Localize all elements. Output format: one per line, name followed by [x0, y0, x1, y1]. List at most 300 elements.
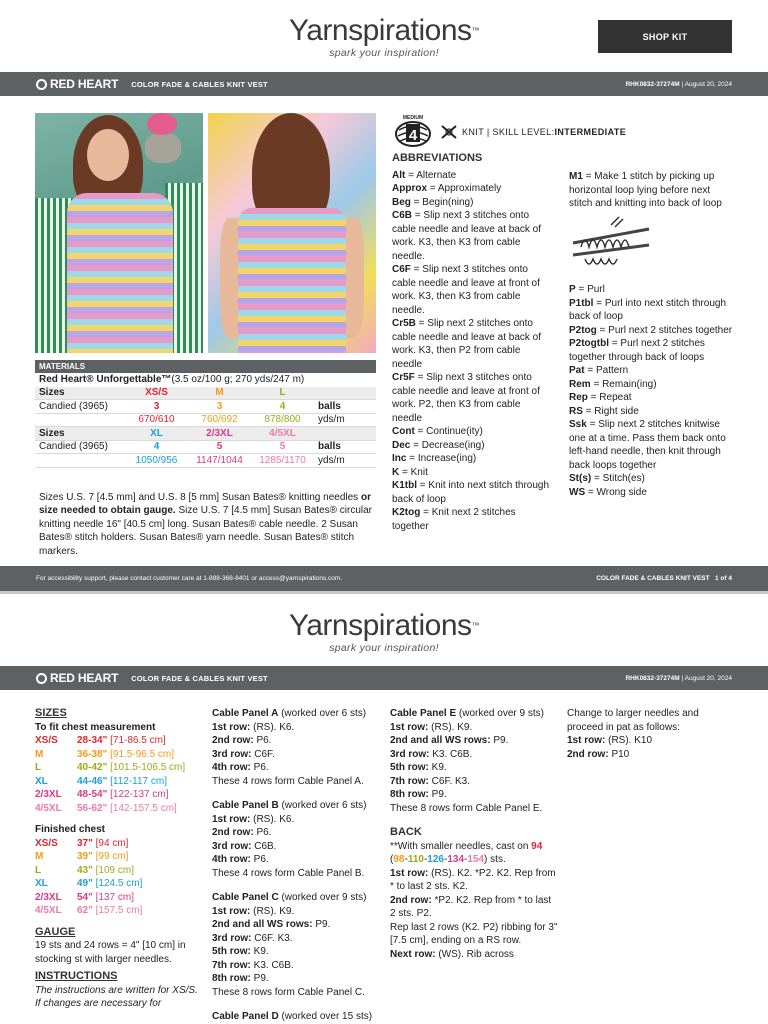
- abbr-item: [569, 297, 735, 324]
- panel-sub: (worked over 15 sts): [278, 1011, 373, 1022]
- red-heart-logo: [36, 671, 118, 685]
- yarn-balls: [147, 113, 177, 135]
- back-view-photo: [208, 113, 376, 353]
- panel-row: [212, 826, 382, 840]
- abbr-key: K: [392, 466, 400, 478]
- next-row: [390, 948, 558, 962]
- st-count: 126: [427, 854, 444, 865]
- abbr-key: Approx: [392, 183, 427, 194]
- skill-level: [440, 124, 626, 140]
- row-text: K9.: [428, 762, 447, 773]
- front-view-photo: [35, 113, 203, 353]
- size-cm: [109 cm]: [95, 864, 135, 876]
- row-label: 1st row:: [390, 867, 429, 879]
- cable-panel-b: [212, 799, 382, 880]
- model-face: [87, 129, 129, 181]
- panel-end: These 8 rows form Cable Panel E.: [390, 802, 543, 814]
- size-label: 4/5XL: [35, 802, 62, 814]
- footer-title: COLOR FADE & CABLES KNIT VEST: [596, 575, 710, 582]
- sizes-label: Sizes: [39, 427, 65, 439]
- row-text: (RS). K10: [605, 735, 653, 746]
- size-row: [35, 748, 205, 762]
- panel-row: [212, 734, 382, 748]
- abbr-value: = Knit into next stitch through back of loop: [392, 480, 550, 505]
- panel-sub: (worked over 9 sts): [278, 892, 367, 903]
- panel-heading-row: [390, 707, 558, 721]
- materials-table: [35, 360, 376, 468]
- size-row: [35, 761, 205, 775]
- logo-text: Yarnspirations: [288, 14, 472, 47]
- abbr-key: Alt: [392, 169, 406, 181]
- size-row: [35, 904, 205, 918]
- cable-e-back-column: [390, 707, 558, 961]
- sizes-heading: SIZES: [35, 707, 67, 719]
- panel-row: [390, 775, 558, 789]
- row-text: P9.: [312, 919, 331, 930]
- notes-text: Sizes U.S. 7 [4.5 mm] and U.S. 8 [5 mm] Susan Bates® knitting needles: [39, 492, 361, 503]
- row-label: 2nd row:: [390, 894, 432, 906]
- size-row: [35, 837, 205, 851]
- abbr-key: Pat: [569, 365, 585, 376]
- abbr-value: = Purl next 2 stitches together: [596, 324, 733, 336]
- yards-row-1: [35, 414, 376, 428]
- row-label: 3rd row:: [390, 748, 430, 760]
- size-value: 43": [77, 864, 93, 876]
- row-text: (WS). Rib across: [435, 948, 514, 960]
- abbreviations-heading: ABBREVIATIONS: [392, 152, 483, 164]
- balls-row-1: [35, 400, 376, 414]
- size-cm: [71-86.5 cm]: [110, 735, 166, 746]
- abbr-item: [392, 439, 552, 453]
- yarn-name: Red Heart® Unforgettable™: [39, 374, 172, 386]
- size-cm: [101.5-106.5 cm]: [110, 762, 186, 773]
- row-label: 2nd and all WS rows:: [212, 919, 313, 930]
- page-number: 1 of 4: [715, 575, 732, 582]
- panel-sub: (worked over 6 sts): [278, 708, 367, 719]
- abbr-value: = Slip next 3 stitches onto cable needle and leave at back of work. K3, then K3 from cable needle.: [392, 210, 541, 262]
- panel-row: [212, 905, 382, 919]
- row-text: P9.: [428, 789, 447, 800]
- logo-tagline: spark your inspiration!: [329, 47, 439, 59]
- row-text: C6B.: [251, 840, 277, 852]
- ball-count: 4: [153, 441, 160, 453]
- gauge-text: 19 sts and 24 rows = 4" [10 cm] in stocking st with larger needles.: [35, 940, 186, 965]
- size-label: 4/5XL: [35, 905, 62, 916]
- yardage: 1285/1170: [259, 454, 306, 466]
- size-cm: [142-157.5 cm]: [110, 802, 177, 814]
- size-label: M: [35, 851, 44, 862]
- panel-row: [212, 932, 382, 946]
- abbr-item: [392, 452, 552, 466]
- row-label: 1st row:: [567, 735, 606, 746]
- st-count: 154: [467, 854, 485, 865]
- size: XL: [150, 427, 163, 439]
- ball-count: 4: [279, 400, 286, 412]
- size-value: 37": [77, 837, 93, 849]
- logo-tm: ™: [471, 621, 480, 630]
- row-text: P6.: [250, 762, 269, 773]
- row-label: 1st row:: [212, 905, 251, 917]
- abbr-value: = Make 1 stitch by picking up horizontal loop lying before next stitch and knitting into back of loop: [569, 171, 722, 209]
- fit-heading: To fit chest measurement: [35, 721, 156, 733]
- col3-row-1: [567, 734, 735, 748]
- panel-sub: (worked over 9 sts): [456, 708, 544, 719]
- size-label: XS/S: [35, 735, 58, 746]
- abbr-key: P2tog: [569, 324, 597, 336]
- sizes-row-2: [35, 427, 376, 441]
- abbr-value: = Purl next 2 stitches together through back of loops: [569, 338, 705, 363]
- finished-heading: Finished chest: [35, 824, 106, 835]
- abbr-item: [569, 283, 735, 297]
- rep-text: Rep last 2 rows (K2. P2) ribbing for 3" [7.5 cm], ending on a RS row.: [390, 921, 558, 946]
- notes-text: Size U.S. 7 [4.5 mm] Susan Bates® circular knitting needle 16" [40.5 cm] long. Susan Bates® cable needle. 2 Susan Bates® stitch holders. Susan Bates® yarn needle. Susan Bates® stitch markers.: [39, 505, 373, 557]
- cable-panels-ab: [212, 707, 382, 1024]
- panel-end: These 4 rows form Cable Panel A.: [212, 775, 364, 787]
- knit-needles-icon: [440, 124, 458, 140]
- instructions-text: The instructions are written for XS/S. If changes are necessary for: [35, 984, 198, 1009]
- abbr-value: = Increase(ing): [406, 453, 477, 464]
- cable-panel-e: [390, 707, 558, 815]
- panel-row: [212, 813, 382, 827]
- code-text: RHK0832-37274M: [625, 80, 680, 88]
- abbr-value: = Repeat: [587, 392, 632, 403]
- size: L: [279, 387, 286, 399]
- row-text: K3. C6B.: [429, 748, 473, 760]
- cable-panel-d: [212, 1010, 382, 1024]
- abbr-value: = Slip next 2 stitches knitwise one at a time. Pass them back onto left-hand needle, then knit through back loops together: [569, 419, 726, 471]
- m1-diagram-icon: [571, 215, 651, 275]
- size-row: [35, 891, 205, 905]
- color-name: Candied (3965): [39, 400, 108, 412]
- ball-count: 3: [153, 400, 160, 412]
- row-text: (RS). K6.: [250, 721, 295, 733]
- row-text: P9.: [250, 973, 269, 984]
- row-text: (RS). K6.: [250, 813, 295, 825]
- yardage: 1050/956: [135, 454, 178, 466]
- code-text: RHK0832-37274M: [625, 674, 680, 682]
- row-label: 2nd row:: [567, 748, 609, 760]
- size-cm: [124.5 cm]: [95, 878, 143, 889]
- abbr-item: [392, 371, 552, 425]
- notes-bold: or size needed to obtain gauge.: [39, 492, 371, 517]
- size-label: XS/S: [35, 837, 58, 849]
- size-label: M: [35, 748, 44, 760]
- row-text: (RS). K2. *P2. K2. Rep from * to last 2 sts. K2.: [390, 867, 556, 892]
- row-label: 4th row:: [212, 854, 251, 865]
- abbr-key: St(s): [569, 473, 592, 484]
- yarnspirations-logo[interactable]: [0, 611, 768, 654]
- larger-needles-column: [567, 707, 735, 761]
- pattern-date: August 20, 2024: [684, 674, 732, 682]
- abbr-item: [392, 466, 552, 480]
- shop-kit-button[interactable]: SHOP KIT: [598, 20, 732, 53]
- abbr-value: = Purl into next stitch through back of loop: [569, 297, 727, 322]
- row-label: 7th row:: [390, 775, 429, 787]
- panel-heading: Cable Panel D: [212, 1011, 279, 1022]
- abbr-item: [392, 425, 552, 439]
- abbr-item: [569, 486, 735, 500]
- panel-row: [390, 788, 558, 802]
- logo-text: Yarnspirations: [288, 609, 472, 642]
- panel-end: These 4 rows form Cable Panel B.: [212, 867, 365, 879]
- weight-label: MEDIUM: [402, 115, 424, 121]
- abbr-item: [392, 169, 552, 183]
- unit: balls: [318, 441, 341, 453]
- abbr-key: C6F: [392, 264, 411, 275]
- abbr-key: Inc: [392, 453, 407, 464]
- panel-row: [212, 721, 382, 735]
- sizes-column: [35, 707, 205, 1011]
- abbr-value: = Right side: [582, 405, 639, 417]
- pattern-code: RHK0832-37274M | August 20, 2024: [625, 80, 732, 88]
- size-label: XL: [35, 775, 48, 787]
- logo-tm: ™: [471, 26, 480, 35]
- abbr-value: = Decrease(ing): [410, 439, 485, 451]
- abbr-value: = Alternate: [405, 169, 457, 181]
- pattern-date: August 20, 2024: [684, 80, 732, 88]
- abbr-value: = Continue(ity): [414, 426, 483, 437]
- abbr-value: = Approximately: [427, 183, 502, 194]
- unit: balls: [318, 400, 341, 412]
- balls-row-2: [35, 441, 376, 455]
- abbreviations-left: [392, 152, 552, 533]
- row-text: C6F.: [251, 748, 275, 760]
- size-cm: [112-117 cm]: [110, 775, 167, 787]
- size-row: [35, 864, 205, 878]
- pattern-title: COLOR FADE & CABLES KNIT VEST: [131, 79, 268, 89]
- color-name: Candied (3965): [39, 441, 108, 453]
- abbr-value: = Wrong side: [585, 486, 647, 498]
- sizes-label: Sizes: [39, 387, 65, 399]
- accessibility-note[interactable]: For accessibility support, please contact customer care at 1-888-368-8401 or access@yarnspirations.com.: [36, 575, 343, 582]
- row-label: 5th row:: [390, 762, 429, 773]
- abbr-item: [392, 506, 552, 533]
- abbr-item: [569, 418, 735, 472]
- sizes-row-1: [35, 387, 376, 401]
- size-value: 49": [77, 878, 93, 889]
- row-text: P6.: [253, 827, 272, 838]
- abbr-key: P1tbl: [569, 297, 594, 309]
- panel-row: [390, 761, 558, 775]
- size-cm: [122-137 cm]: [110, 789, 169, 800]
- panel-heading-row: [212, 891, 382, 905]
- row-label: 1st row:: [212, 721, 251, 733]
- size-value: 54": [77, 891, 93, 903]
- st-count: 134: [447, 854, 465, 865]
- panel-row: [212, 761, 382, 775]
- panel-row: [390, 721, 558, 735]
- panel-row: [212, 959, 382, 973]
- abbr-key: Cont: [392, 426, 415, 437]
- abbr-value: = Knit next 2 stitches together: [392, 507, 516, 532]
- panel-row: [212, 918, 382, 932]
- row-text: (RS). K9.: [428, 721, 473, 733]
- footer-bar: [0, 566, 768, 591]
- yarn-spec: (3.5 oz/100 g; 270 yds/247 m): [171, 374, 305, 386]
- yardage: 878/800: [264, 414, 301, 426]
- heart-ring-icon: [36, 79, 47, 90]
- statue-head: [145, 133, 181, 163]
- panel-heading: Cable Panel C: [212, 892, 279, 903]
- abbr-value: = Slip next 3 stitches onto cable needle and leave at front of work. P2, then K3 from cable needle: [392, 372, 540, 424]
- panel-row: [212, 748, 382, 762]
- yarn-weight-icon: [394, 112, 432, 148]
- abbr-item: [392, 317, 552, 371]
- abbr-key: Rem: [569, 378, 591, 390]
- abbr-item: [569, 364, 735, 378]
- row-text: C6F. K3.: [251, 932, 293, 944]
- size-label: 2/3XL: [35, 789, 62, 800]
- ball-count: 3: [216, 400, 223, 412]
- abbr-key: Dec: [392, 439, 411, 451]
- cable-panel-a: [212, 707, 382, 788]
- logo-tagline: spark your inspiration!: [329, 642, 439, 654]
- abbr-item: [569, 472, 735, 486]
- materials-notes: [39, 491, 375, 558]
- abbr-item: [569, 391, 735, 405]
- col3-row-2: [567, 748, 735, 762]
- size-row: [35, 734, 205, 748]
- back-row-2: [390, 894, 558, 921]
- back-heading: BACK: [390, 826, 422, 838]
- row-text: P9.: [490, 735, 509, 746]
- row-label: Next row:: [390, 948, 436, 960]
- abbr-value: = Remain(ing): [590, 378, 657, 390]
- abbr-key: K1tbl: [392, 480, 417, 491]
- row-text: P6.: [250, 854, 269, 865]
- abbr-value: = Knit: [399, 466, 428, 478]
- abbr-value: = Pattern: [584, 365, 629, 376]
- panel-row: [390, 734, 558, 748]
- row-text: K3. C6B.: [250, 959, 294, 971]
- abbr-item: [569, 337, 735, 364]
- size-value: 39": [77, 851, 93, 862]
- abbr-value: = Slip next 2 stitches onto cable needle and leave at back of work. K3, then P2 from cable needle: [392, 318, 541, 370]
- abbr-item: [392, 196, 552, 210]
- change-needles-text: Change to larger needles and proceed in pat as follows:: [567, 708, 699, 733]
- size-label: L: [35, 864, 42, 876]
- panel-heading: Cable Panel A: [212, 708, 279, 719]
- skill-value: INTERMEDIATE: [554, 127, 627, 137]
- yarn-line: [35, 373, 376, 387]
- st-count: 98: [393, 854, 405, 865]
- abbr-key: P: [569, 284, 576, 295]
- panel-heading-row: [212, 707, 382, 721]
- size-row: [35, 788, 205, 802]
- panel-row: [212, 945, 382, 959]
- panel-end: These 8 rows form Cable Panel C.: [212, 986, 365, 998]
- row-text: P10: [608, 748, 630, 760]
- size-value: 36-38": [77, 748, 108, 760]
- row-text: (RS). K9.: [250, 905, 295, 917]
- abbr-item: [569, 324, 735, 338]
- row-label: 7th row:: [212, 959, 251, 971]
- abbr-item: [392, 182, 552, 196]
- size-value: 40-42": [77, 762, 108, 773]
- panel-row: [212, 972, 382, 986]
- row-label: 1st row:: [390, 721, 429, 733]
- st-count: 110: [407, 854, 424, 865]
- size-cm: [157.5 cm]: [95, 905, 143, 916]
- pattern-page-2: [0, 594, 768, 1024]
- abbr-item: [392, 479, 552, 506]
- size-row: [35, 802, 205, 816]
- size: 2/3XL: [206, 427, 233, 439]
- header-bar: [0, 666, 768, 690]
- abbr-key: Ssk: [569, 419, 587, 430]
- maker-name: RED HEART: [50, 671, 119, 685]
- gauge-heading: GAUGE: [35, 925, 76, 938]
- abbr-key: M1: [569, 171, 583, 182]
- size-cm: [137 cm]: [95, 891, 135, 903]
- abbr-key: WS: [569, 486, 586, 498]
- instructions-heading: INSTRUCTIONS: [35, 970, 118, 982]
- size: M: [215, 387, 224, 399]
- abbr-item: [392, 263, 552, 317]
- ball-count: 5: [216, 441, 223, 453]
- row-label: 2nd row:: [212, 735, 254, 746]
- size-row: [35, 877, 205, 891]
- size-cm: [94 cm]: [95, 837, 129, 849]
- vest-front: [67, 193, 173, 353]
- size: 4/5XL: [269, 427, 296, 439]
- maker-name: RED HEART: [50, 77, 119, 91]
- abbr-key: Cr5B: [392, 318, 416, 329]
- unit: yds/m: [318, 414, 345, 426]
- row-label: 3rd row:: [212, 932, 252, 944]
- abbr-item: [569, 405, 735, 419]
- row-text: K9.: [250, 946, 269, 957]
- red-heart-logo: [36, 77, 118, 91]
- row-label: 2nd row:: [212, 827, 254, 838]
- panel-row: [212, 853, 382, 867]
- materials-header: MATERIALS: [35, 360, 376, 373]
- ball-count: 5: [279, 441, 286, 453]
- abbr-key: RS: [569, 405, 583, 417]
- back-row-1: [390, 867, 558, 894]
- unit: yds/m: [318, 454, 345, 466]
- size-value: 44-46": [77, 775, 108, 787]
- pattern-code: RHK0832-37274M | August 20, 2024: [625, 674, 732, 682]
- panel-row: [390, 748, 558, 762]
- abbr-item: [569, 170, 735, 211]
- yardage: 760/692: [201, 414, 238, 426]
- yards-row-2: [35, 454, 376, 468]
- size-value: 56-62": [77, 802, 108, 814]
- yardage: 670/610: [138, 414, 175, 426]
- yardage: 1147/1044: [196, 454, 243, 466]
- panel-sub: (worked over 6 sts): [278, 800, 367, 811]
- pattern-title: COLOR FADE & CABLES KNIT VEST: [131, 673, 268, 683]
- back-caston: **With smaller needles, cast on 94 (98-110-126-134-154) sts.: [390, 840, 543, 865]
- panel-heading: Cable Panel E: [390, 708, 457, 719]
- row-label: 3rd row:: [212, 748, 252, 760]
- row-text: *P2. K2. Rep from * to last 2 sts. P2.: [390, 894, 552, 919]
- size-row: [35, 775, 205, 789]
- abbr-key: Rep: [569, 392, 588, 403]
- abbr-value: = Purl: [575, 284, 605, 295]
- caston-text: **With smaller needles, cast on: [390, 840, 532, 852]
- heart-ring-icon: [36, 673, 47, 684]
- size-row: [35, 850, 205, 864]
- row-label: 4th row:: [212, 762, 251, 773]
- abbr-value: = Begin(ning): [410, 196, 474, 208]
- size-value: 62": [77, 905, 93, 916]
- size-cm: [91.5-96.5 cm]: [110, 748, 175, 760]
- abbr-item: [392, 209, 552, 263]
- row-text: P6.: [253, 735, 272, 746]
- abbr-key: C6B: [392, 210, 413, 221]
